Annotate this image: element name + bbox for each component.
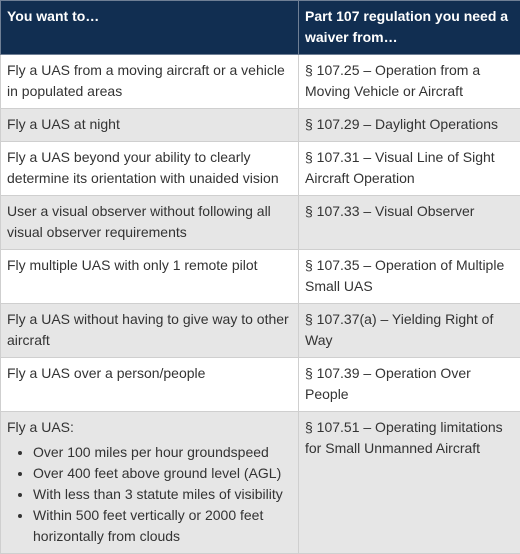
want-cell: User a visual observer without following all visual observer requirements bbox=[1, 196, 299, 250]
table-row bbox=[1, 304, 520, 358]
list-item: • Over 400 feet above ground level (AGL) bbox=[33, 463, 292, 484]
want-intro: Fly a UAS: bbox=[7, 417, 292, 438]
want-cell: Fly a UAS without having to give way to other aircraft bbox=[1, 304, 299, 358]
table-row bbox=[1, 109, 520, 142]
want-cell: Fly a UAS beyond your ability to clearly determine its orientation with unaided vision bbox=[1, 142, 299, 196]
regulation-cell: § 107.39 – Operation Over People bbox=[299, 358, 520, 412]
want-cell: Fly a UAS over a person/people bbox=[1, 358, 299, 412]
regulation-cell: § 107.37(a) – Yielding Right of Way bbox=[299, 304, 520, 358]
regulation-cell: § 107.25 – Operation from a Moving Vehicle or Aircraft bbox=[299, 55, 520, 109]
regulation-cell: § 107.51 – Operating limitations for Small Unmanned Aircraft bbox=[299, 412, 520, 554]
table-row bbox=[1, 250, 520, 304]
regulation-cell: § 107.31 – Visual Line of Sight Aircraft Operation bbox=[299, 142, 520, 196]
table-row bbox=[1, 196, 520, 250]
table-header-row bbox=[1, 1, 520, 55]
regulation-cell: § 107.33 – Visual Observer bbox=[299, 196, 520, 250]
want-cell: Fly a UAS from a moving aircraft or a vehicle in populated areas bbox=[1, 55, 299, 109]
regulation-cell: § 107.35 – Operation of Multiple Small UAS bbox=[299, 250, 520, 304]
want-cell: Fly multiple UAS with only 1 remote pilot bbox=[1, 250, 299, 304]
list-item: • With less than 3 statute miles of visibility bbox=[33, 484, 292, 505]
regulation-cell: § 107.29 – Daylight Operations bbox=[299, 109, 520, 142]
want-cell bbox=[1, 412, 299, 554]
column-header-you-want: You want to… bbox=[1, 1, 299, 55]
limitations-list bbox=[7, 442, 292, 547]
list-item: • Over 100 miles per hour groundspeed bbox=[33, 442, 292, 463]
want-cell: Fly a UAS at night bbox=[1, 109, 299, 142]
table-row bbox=[1, 142, 520, 196]
table-row bbox=[1, 358, 520, 412]
table-row bbox=[1, 412, 520, 554]
table-row bbox=[1, 55, 520, 109]
list-item: • Within 500 feet vertically or 2000 feet horizontally from clouds bbox=[33, 505, 292, 547]
column-header-regulation: Part 107 regulation you need a waiver from… bbox=[299, 1, 520, 55]
